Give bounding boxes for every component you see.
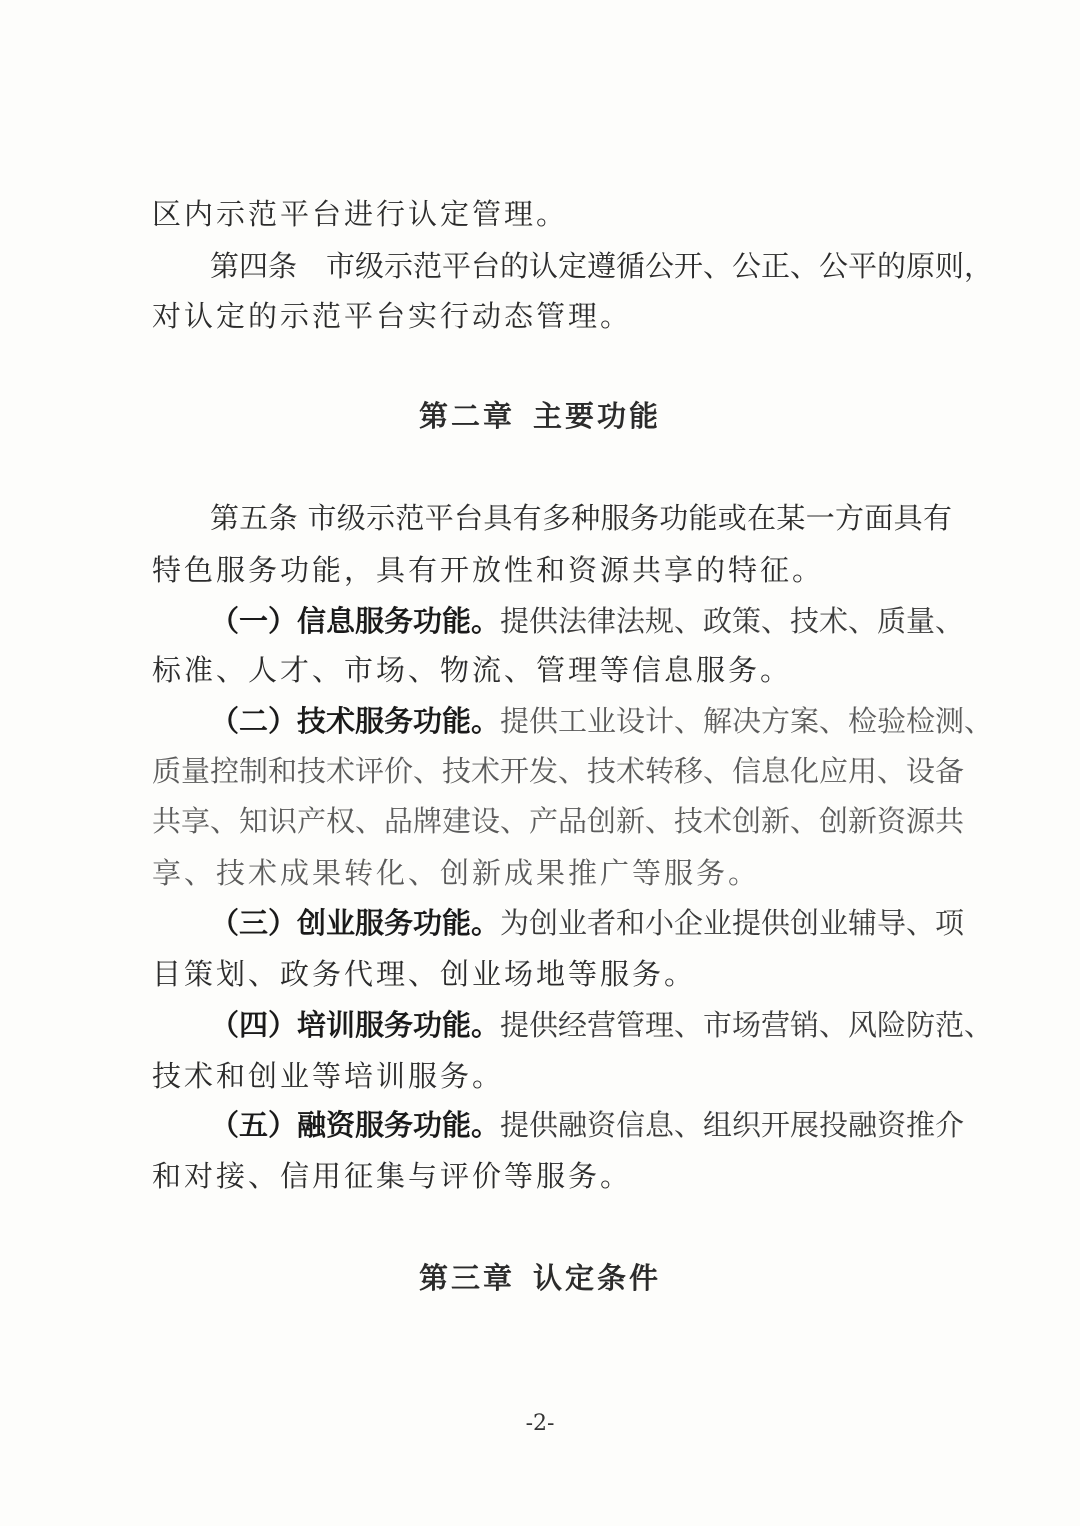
item4-line1 xyxy=(210,1007,994,1043)
item3-line1 xyxy=(210,905,965,941)
item2-title: （二）技术服务功能。 xyxy=(210,704,501,738)
article4-line2: 对认定的示范平台实行动态管理。 xyxy=(152,299,633,333)
item2-body: 提供工业设计、解决方案、检验检测、 xyxy=(500,704,994,738)
article4-text: 市级示范平台的认定遵循公开、公正、公平的原则， xyxy=(326,249,994,283)
item1-line2: 标准、人才、市场、物流、管理等信息服务。 xyxy=(152,653,793,687)
item5-line2: 和对接、信用征集与评价等服务。 xyxy=(152,1159,633,1193)
chapter2-heading xyxy=(0,398,1080,434)
item5-title: （五）融资服务功能。 xyxy=(210,1108,501,1142)
page-number: -2- xyxy=(525,1411,555,1436)
item4-line2: 技术和创业等培训服务。 xyxy=(152,1059,505,1093)
chapter2-title: 主要功能 xyxy=(533,399,662,433)
item4-title: （四）培训服务功能。 xyxy=(210,1008,501,1042)
chapter2-number: 第二章 xyxy=(418,399,515,433)
item4-body: 提供经营管理、市场营销、风险防范、 xyxy=(500,1008,994,1042)
item3-title: （三）创业服务功能。 xyxy=(210,906,501,940)
item3-body: 为创业者和小企业提供创业辅导、项 xyxy=(500,906,965,940)
chapter3-title: 认定条件 xyxy=(533,1261,662,1295)
article5-line1: 第五条 市级示范平台具有多种服务功能或在某一方面具有 xyxy=(210,501,952,535)
article4-line0: 区内示范平台进行认定管理。 xyxy=(152,197,569,231)
item2-line4: 享、技术成果转化、创新成果推广等服务。 xyxy=(152,856,761,890)
item5-body: 提供融资信息、组织开展投融资推介 xyxy=(500,1108,965,1142)
article4-label: 第四条 xyxy=(210,249,298,283)
item2-line1 xyxy=(210,703,994,739)
item2-line2: 质量控制和技术评价、技术开发、技术转移、信息化应用、设备 xyxy=(152,754,965,788)
item5-line1 xyxy=(210,1107,965,1143)
item3-line2: 目策划、政务代理、创业场地等服务。 xyxy=(152,957,697,991)
article5-line2: 特色服务功能，具有开放性和资源共享的特征。 xyxy=(152,553,825,587)
chapter3-heading xyxy=(0,1260,1080,1296)
chapter3-number: 第三章 xyxy=(418,1261,515,1295)
article4-line1 xyxy=(210,248,994,284)
item1-title: （一）信息服务功能。 xyxy=(210,604,501,638)
item1-line1 xyxy=(210,603,965,639)
item1-body: 提供法律法规、政策、技术、质量、 xyxy=(500,604,965,638)
item2-line3: 共享、知识产权、品牌建设、产品创新、技术创新、创新资源共 xyxy=(152,804,965,838)
